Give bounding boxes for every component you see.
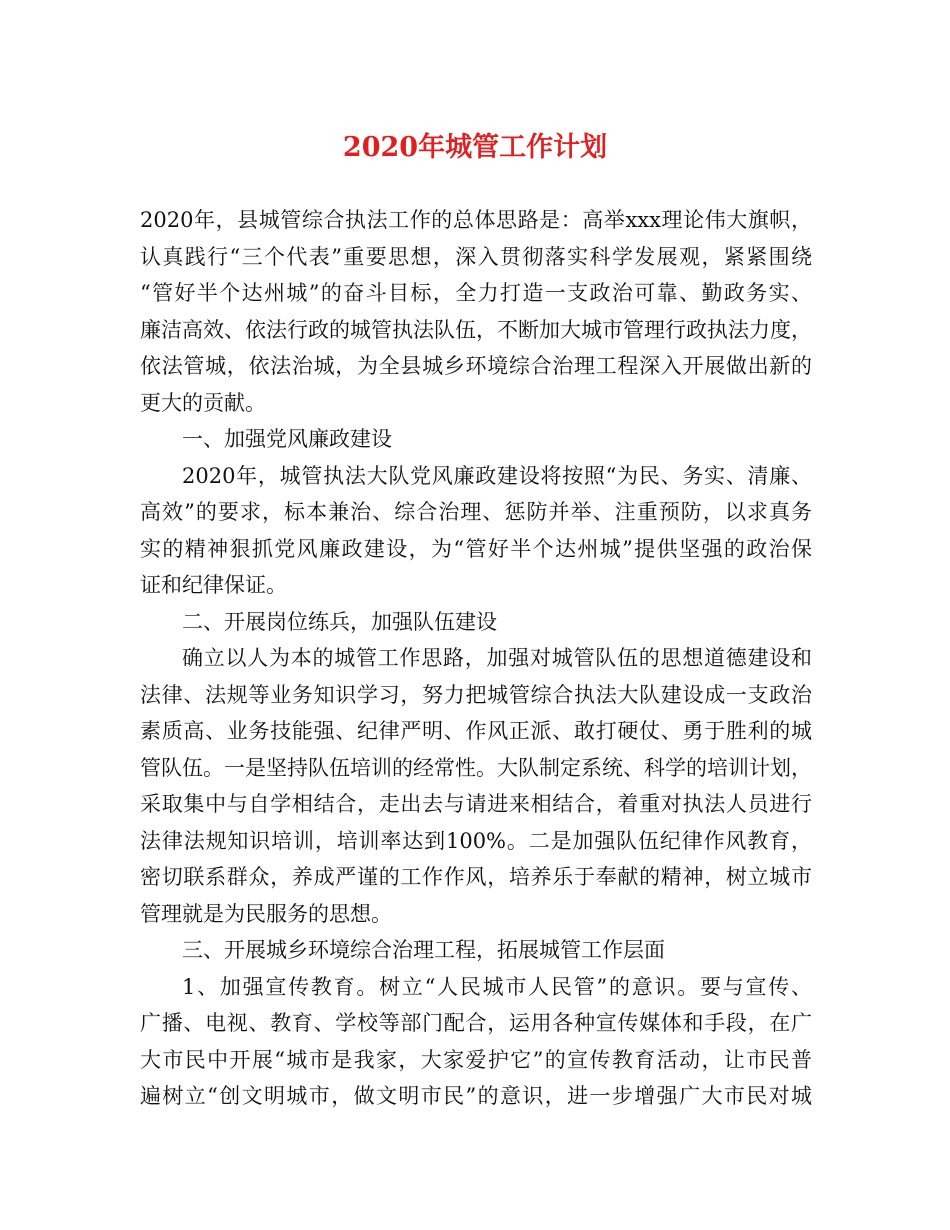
text-line: 广播、电视、教育、学校等部门配合，运用各种宣传媒体和手段，在广 [140, 1011, 812, 1035]
text-line: 高效”的要求，标本兼治、综合治理、惩防并举、注重预防，以求真务 [140, 500, 812, 524]
section-heading: 二、开展岗位练兵，加强队伍建设 [182, 609, 497, 634]
document-title: 2020年城管工作计划 [342, 132, 608, 163]
text-line: 依法管城，依法治城，为全县城乡环境综合治理工程深入开展做出新的 [140, 354, 812, 378]
text-line: 法律、法规等业务知识学习，努力把城管综合执法大队建设成一支政治 [140, 682, 812, 707]
text-line: 采取集中与自学相结合，走出去与请进来相结合，着重对执法人员进行 [140, 792, 812, 816]
text-line: 2020年，城管执法大队党风廉政建设将按照“为民、务实、清廉、 [182, 463, 812, 488]
text-line: 廉洁高效、依法行政的城管执法队伍，不断加大城市管理行政执法力度， [140, 317, 812, 342]
section-heading: 一、加强党风廉政建设 [182, 427, 392, 451]
text-line: 素质高、业务技能强、纪律严明、作风正派、敢打硬仗、勇于胜利的城 [140, 719, 812, 743]
text-line: 大市民中开展“城市是我家，大家爱护它”的宣传教育活动，让市民普 [140, 1047, 812, 1072]
text-line: 遍树立“创文明城市，做文明市民”的意识，进一步增强广大市民对城 [140, 1084, 812, 1108]
text-line: 实的精神狠抓党风廉政建设，为“管好半个达州城”提供坚强的政治保 [140, 536, 812, 561]
text-line: “管好半个达州城”的奋斗目标，全力打造一支政治可靠、勤政务实、 [140, 281, 812, 305]
text-line: 认真践行“三个代表”重要思想，深入贯彻落实科学发展观，紧紧围绕 [140, 244, 812, 269]
document-body [140, 202, 812, 1115]
text-line: 更大的贡献。 [140, 390, 266, 415]
text-line: 1、加强宣传教育。树立“人民城市人民管”的意识。要与宣传、 [182, 974, 812, 999]
text-line: 管队伍。一是坚持队伍培训的经常性。大队制定系统、科学的培训计划， [140, 755, 812, 780]
text-line: 2020年，县城管综合执法工作的总体思路是：高举xxx理论伟大旗帜， [140, 208, 812, 232]
text-line: 法律法规知识培训，培训率达到100%。二是加强队伍纪律作风教育， [140, 828, 812, 853]
text-line: 密切联系群众，养成严谨的工作作风，培养乐于奉献的精神，树立城市 [140, 865, 812, 889]
text-line: 证和纪律保证。 [140, 573, 287, 597]
text-line: 管理就是为民服务的思想。 [140, 901, 392, 926]
section-heading: 三、开展城乡环境综合治理工程，拓展城管工作层面 [182, 938, 665, 962]
text-line: 确立以人为本的城管工作思路，加强对城管队伍的思想道德建设和 [182, 646, 812, 670]
